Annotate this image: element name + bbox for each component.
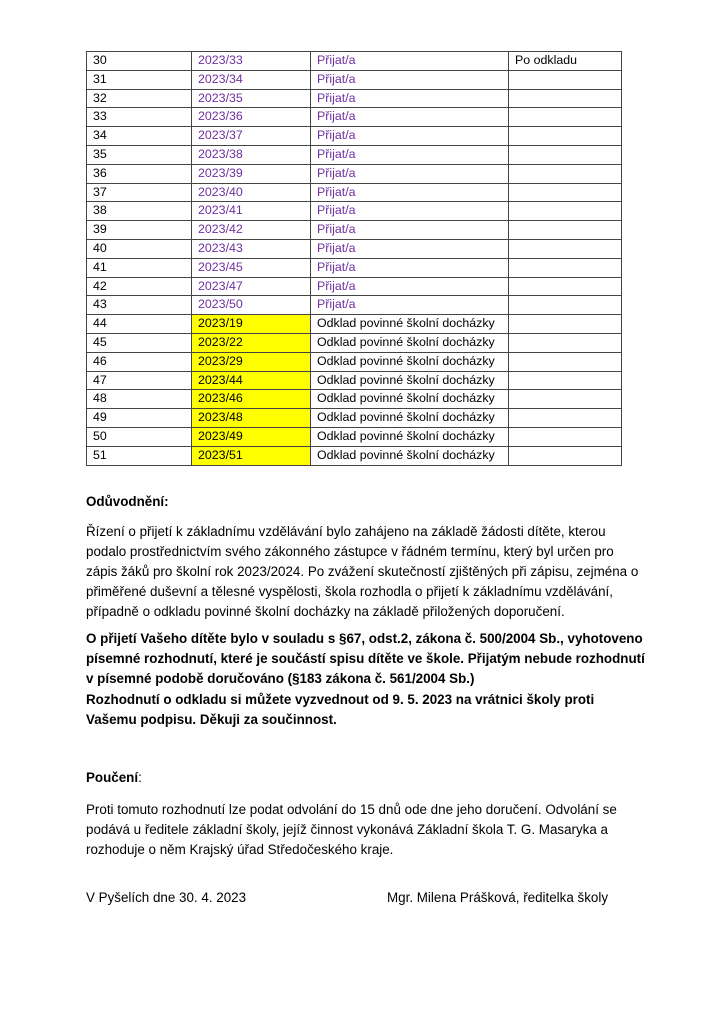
cell-registration-number: 2023/39 <box>192 164 311 183</box>
cell-order-number: 36 <box>87 164 192 183</box>
cell-order-number: 50 <box>87 427 192 446</box>
cell-order-number: 51 <box>87 446 192 465</box>
cell-registration-number: 2023/37 <box>192 127 311 146</box>
table-row <box>87 446 622 465</box>
cell-registration-number: 2023/38 <box>192 145 311 164</box>
cell-result: Odklad povinné školní docházky <box>311 427 509 446</box>
appeal-instruction-paragraph: Proti tomuto rozhodnutí lze podat odvolání do 15 dnů ode dne jeho doručení. Odvolání se podává u ředitele základní školy, jejíž činnost vykonává Základní škola T. G. Masaryka a rozhoduje o něm Krajský úřad Středočeského kraje. <box>86 802 617 857</box>
principal-signature: Mgr. Milena Prášková, ředitelka školy <box>387 890 609 905</box>
cell-registration-number: 2023/29 <box>192 352 311 371</box>
cell-note <box>509 296 622 315</box>
cell-registration-number: 2023/48 <box>192 409 311 428</box>
cell-result: Přijat/a <box>311 108 509 127</box>
cell-registration-number: 2023/50 <box>192 296 311 315</box>
table-row <box>87 427 622 446</box>
cell-result: Přijat/a <box>311 277 509 296</box>
cell-registration-number: 2023/19 <box>192 315 311 334</box>
cell-order-number: 47 <box>87 371 192 390</box>
instruction-heading-label: Poučení <box>86 770 139 785</box>
cell-result: Přijat/a <box>311 89 509 108</box>
cell-registration-number: 2023/49 <box>192 427 311 446</box>
cell-note <box>509 70 622 89</box>
cell-note <box>509 89 622 108</box>
cell-result: Přijat/a <box>311 52 509 71</box>
cell-registration-number: 2023/34 <box>192 70 311 89</box>
cell-note <box>509 390 622 409</box>
cell-note <box>509 145 622 164</box>
cell-order-number: 48 <box>87 390 192 409</box>
place-and-date: V Pyšelích dne 30. 4. 2023 <box>86 890 247 905</box>
cell-note <box>509 277 622 296</box>
cell-result: Odklad povinné školní docházky <box>311 315 509 334</box>
table-row <box>87 183 622 202</box>
table-row <box>87 390 622 409</box>
cell-order-number: 44 <box>87 315 192 334</box>
cell-order-number: 41 <box>87 258 192 277</box>
cell-note: Po odkladu <box>509 52 622 71</box>
cell-registration-number: 2023/36 <box>192 108 311 127</box>
cell-result: Odklad povinné školní docházky <box>311 352 509 371</box>
table-row <box>87 145 622 164</box>
cell-note <box>509 164 622 183</box>
cell-note <box>509 333 622 352</box>
cell-result: Přijat/a <box>311 258 509 277</box>
cell-registration-number: 2023/44 <box>192 371 311 390</box>
cell-note <box>509 239 622 258</box>
cell-note <box>509 258 622 277</box>
cell-note <box>509 127 622 146</box>
cell-result: Odklad povinné školní docházky <box>311 446 509 465</box>
table-row <box>87 333 622 352</box>
cell-result: Přijat/a <box>311 145 509 164</box>
cell-registration-number: 2023/22 <box>192 333 311 352</box>
table-row <box>87 52 622 71</box>
results-table-body <box>87 52 622 466</box>
table-row <box>87 89 622 108</box>
cell-note <box>509 202 622 221</box>
cell-result: Odklad povinné školní docházky <box>311 390 509 409</box>
table-row <box>87 127 622 146</box>
table-row <box>87 70 622 89</box>
justification-paragraph: Řízení o přijetí k základnímu vzdělávání bylo zahájeno na základě žádosti dítěte, kterou podalo prostřednictvím svého zákonného zástupce v řádném termínu, který byl určen pro zápis žáků pro školní rok 2023/2024. Po zvážení skutečností zjištěných při zápisu, zejména o přiměřené duševní a tělesné vyspělosti, škola rozhodla o přijetí k základnímu vzdělávání, případně o odkladu povinné školní docházky na základě přiložených doporučení. <box>86 524 639 619</box>
cell-result: Přijat/a <box>311 70 509 89</box>
cell-order-number: 43 <box>87 296 192 315</box>
cell-registration-number: 2023/51 <box>192 446 311 465</box>
cell-note <box>509 371 622 390</box>
table-row <box>87 296 622 315</box>
cell-result: Přijat/a <box>311 183 509 202</box>
table-row <box>87 315 622 334</box>
cell-result: Přijat/a <box>311 221 509 240</box>
cell-registration-number: 2023/40 <box>192 183 311 202</box>
cell-order-number: 42 <box>87 277 192 296</box>
cell-result: Přijat/a <box>311 202 509 221</box>
cell-order-number: 40 <box>87 239 192 258</box>
cell-order-number: 33 <box>87 108 192 127</box>
table-row <box>87 352 622 371</box>
cell-order-number: 30 <box>87 52 192 71</box>
table-row <box>87 202 622 221</box>
instruction-heading-colon: : <box>138 770 142 785</box>
table-row <box>87 277 622 296</box>
cell-note <box>509 315 622 334</box>
admission-results-table <box>86 51 622 466</box>
cell-registration-number: 2023/43 <box>192 239 311 258</box>
cell-order-number: 34 <box>87 127 192 146</box>
cell-order-number: 38 <box>87 202 192 221</box>
cell-note <box>509 409 622 428</box>
cell-note <box>509 108 622 127</box>
cell-note <box>509 183 622 202</box>
cell-registration-number: 2023/41 <box>192 202 311 221</box>
table-row <box>87 239 622 258</box>
cell-registration-number: 2023/45 <box>192 258 311 277</box>
instruction-heading <box>86 768 646 788</box>
cell-order-number: 45 <box>87 333 192 352</box>
cell-registration-number: 2023/33 <box>192 52 311 71</box>
table-row <box>87 164 622 183</box>
cell-order-number: 35 <box>87 145 192 164</box>
cell-order-number: 39 <box>87 221 192 240</box>
cell-result: Odklad povinné školní docházky <box>311 333 509 352</box>
table-row <box>87 371 622 390</box>
admission-decision-paragraph: O přijetí Vašeho dítěte bylo v souladu s §67, odst.2, zákona č. 500/2004 Sb., vyhotoveno písemné rozhodnutí, které je součástí spisu dítěte ve škole. Přijatým nebude rozhodnutí v písemné podobě doručováno (§183 zákona č. 561/2004 Sb.) <box>86 631 645 686</box>
cell-result: Přijat/a <box>311 164 509 183</box>
cell-order-number: 31 <box>87 70 192 89</box>
cell-result: Přijat/a <box>311 127 509 146</box>
table-row <box>87 258 622 277</box>
deferral-pickup-paragraph: Rozhodnutí o odkladu si můžete vyzvednout od 9. 5. 2023 na vrátnici školy proti Vašemu podpisu. Děkuji za součinnost. <box>86 692 595 727</box>
cell-order-number: 32 <box>87 89 192 108</box>
cell-result: Přijat/a <box>311 296 509 315</box>
table-row <box>87 221 622 240</box>
cell-order-number: 49 <box>87 409 192 428</box>
cell-registration-number: 2023/35 <box>192 89 311 108</box>
table-row <box>87 108 622 127</box>
cell-order-number: 37 <box>87 183 192 202</box>
cell-result: Odklad povinné školní docházky <box>311 409 509 428</box>
cell-registration-number: 2023/42 <box>192 221 311 240</box>
cell-result: Odklad povinné školní docházky <box>311 371 509 390</box>
cell-registration-number: 2023/46 <box>192 390 311 409</box>
cell-note <box>509 221 622 240</box>
table-row <box>87 409 622 428</box>
cell-note <box>509 427 622 446</box>
justification-heading: Odůvodnění: <box>86 494 169 509</box>
cell-order-number: 46 <box>87 352 192 371</box>
cell-note <box>509 446 622 465</box>
cell-registration-number: 2023/47 <box>192 277 311 296</box>
cell-note <box>509 352 622 371</box>
cell-result: Přijat/a <box>311 239 509 258</box>
